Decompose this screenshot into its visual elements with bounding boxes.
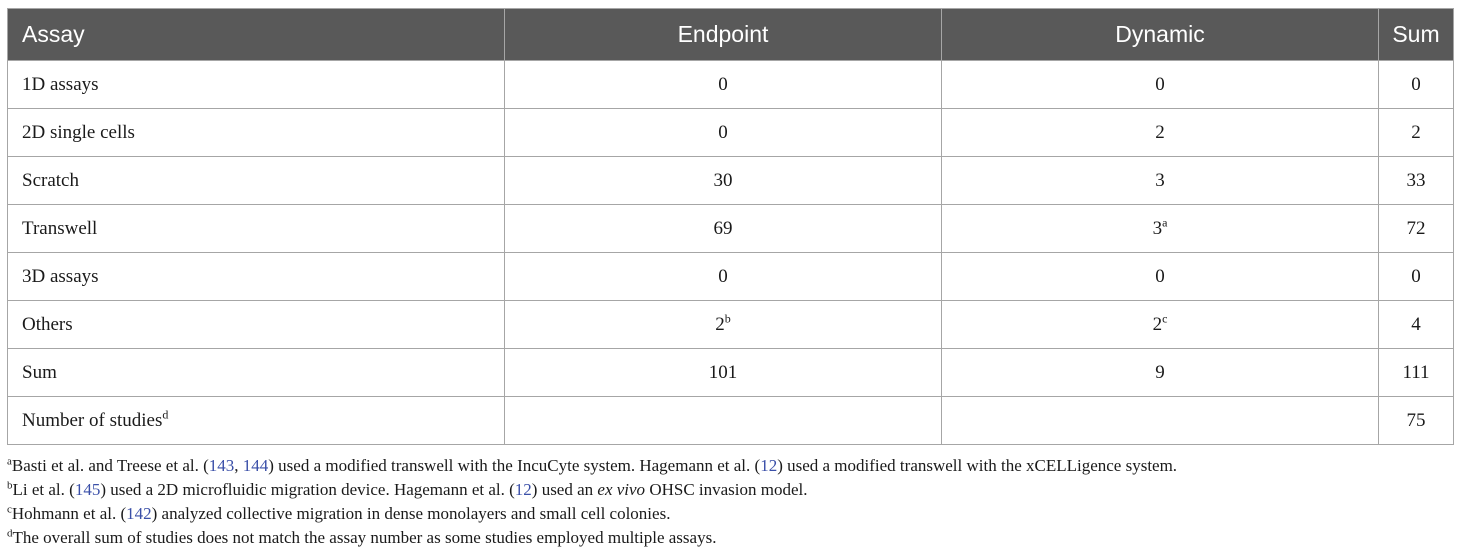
cell-endpoint [505,397,942,445]
cell-assay: 2D single cells [8,109,505,157]
cell-dynamic: 3$^a$ [942,205,1379,253]
cell-sum: 75 [1379,397,1454,445]
cell-sum: 33 [1379,157,1454,205]
cell-sum: 0 [1379,253,1454,301]
cell-dynamic: 0 [942,61,1379,109]
header-endpoint: Endpoint [505,9,942,61]
table-row [8,61,1454,109]
cell-dynamic [942,397,1379,445]
footnote-marker: a [7,455,12,468]
citation-link[interactable]: 145 [74,480,101,499]
table-row [8,253,1454,301]
citation-link[interactable]: 12 [760,456,778,475]
header-assay: Assay [8,9,505,61]
citation-link[interactable]: 144 [242,456,269,475]
cell-dynamic: 2$^c$ [942,301,1379,349]
cell-assay: Number of studies$^d$ [8,397,505,445]
cell-endpoint: 69 [505,205,942,253]
table-row [8,301,1454,349]
footnote-b: $^b$Li et al. (145) used a 2D microfluidic migration device. Hagemann et al. (12) used an ex vivo OHSC invasion model. [7,479,808,499]
cell-assay: Others [8,301,505,349]
table-footnotes [7,454,1453,550]
table-row [8,349,1454,397]
table-row [8,109,1454,157]
cell-endpoint: 0 [505,61,942,109]
header-dynamic: Dynamic [942,9,1379,61]
cell-endpoint: 101 [505,349,942,397]
assay-table [7,8,1454,445]
table-header-row [8,9,1454,61]
footnote-d: $^d$The overall sum of studies does not match the assay number as some studies employed multiple assays. [7,527,717,547]
cell-assay: 3D assays [8,253,505,301]
footnote-marker: b [7,479,13,492]
footnote-marker: c [7,503,12,516]
cell-assay: Transwell [8,205,505,253]
cell-dynamic: 3 [942,157,1379,205]
table-row [8,397,1454,445]
footnote-c: $^c$Hohmann et al. (142) analyzed collective migration in dense monolayers and small cell colonies. [7,503,671,523]
cell-sum: 4 [1379,301,1454,349]
citation-link[interactable]: 143 [208,456,235,475]
cell-endpoint: 0 [505,109,942,157]
citation-link[interactable]: 12 [514,480,532,499]
cell-assay: Scratch [8,157,505,205]
cell-dynamic: 2 [942,109,1379,157]
citation-link[interactable]: 142 [126,504,152,523]
footnote-a: $^a$Basti et al. and Treese et al. (143, 144) used a modified transwell with the IncuCyte system. Hagemann et al. (12) used a modified transwell with the xCELLigence system. [7,455,1178,475]
cell-sum: 2 [1379,109,1454,157]
cell-endpoint: 2$^b$ [505,301,942,349]
footnote-marker: d [7,527,13,540]
table-row [8,157,1454,205]
header-sum: Sum [1379,9,1454,61]
cell-endpoint: 30 [505,157,942,205]
cell-assay: 1D assays [8,61,505,109]
cell-sum: 72 [1379,205,1454,253]
cell-dynamic: 9 [942,349,1379,397]
data-table-container [7,8,1453,445]
cell-sum: 111 [1379,349,1454,397]
cell-dynamic: 0 [942,253,1379,301]
cell-assay: Sum [8,349,505,397]
cell-endpoint: 0 [505,253,942,301]
cell-sum: 0 [1379,61,1454,109]
table-row [8,205,1454,253]
